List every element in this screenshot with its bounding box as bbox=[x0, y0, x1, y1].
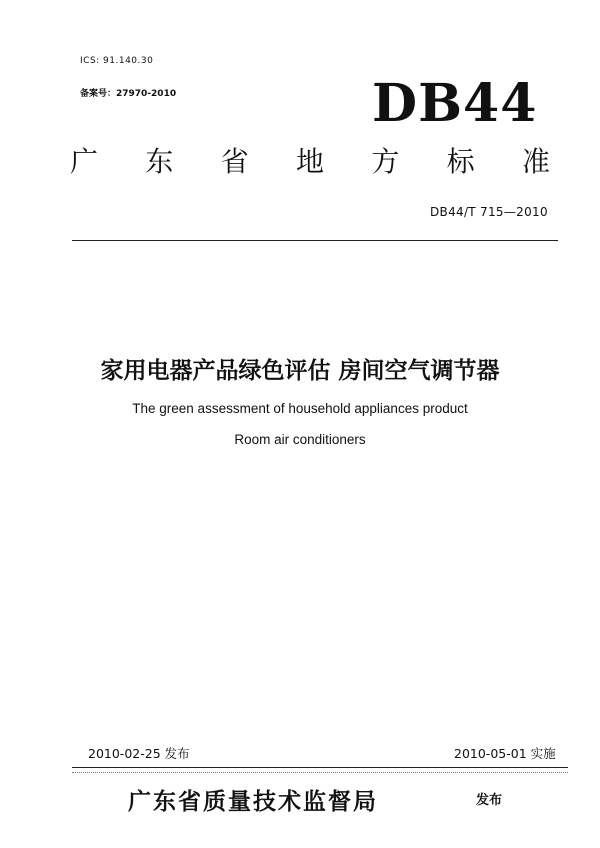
standard-type-char: 地 bbox=[295, 145, 324, 178]
publish-label: 发布 bbox=[476, 793, 503, 808]
title-english-line2: Room air conditioners bbox=[234, 432, 366, 447]
implementation-date: 2010-05-01 实施 bbox=[454, 746, 556, 761]
standard-type-heading bbox=[70, 145, 550, 178]
header-divider bbox=[72, 240, 558, 241]
ics-code: ICS: 91.140.30 bbox=[80, 56, 154, 66]
standard-type-char: 省 bbox=[220, 145, 249, 178]
standard-logo: DB44 bbox=[372, 73, 538, 134]
footer-divider bbox=[72, 767, 568, 768]
footer-divider-dotted bbox=[72, 772, 568, 773]
issue-date: 2010-02-25 发布 bbox=[88, 746, 190, 761]
standard-type-char: 东 bbox=[145, 145, 174, 178]
title-chinese: 家用电器产品绿色评估 房间空气调节器 bbox=[100, 358, 500, 384]
record-number: 备案号：27970-2010 bbox=[80, 89, 177, 99]
publisher-name: 广东省质量技术监督局 bbox=[128, 788, 378, 815]
standard-type-char: 准 bbox=[521, 145, 550, 178]
standard-type-char: 方 bbox=[371, 145, 400, 178]
standard-number: DB44/T 715—2010 bbox=[430, 205, 548, 219]
standard-type-char: 广 bbox=[70, 145, 99, 178]
title-english-line1: The green assessment of household appliances product bbox=[132, 401, 468, 416]
standard-type-char: 标 bbox=[446, 145, 475, 178]
